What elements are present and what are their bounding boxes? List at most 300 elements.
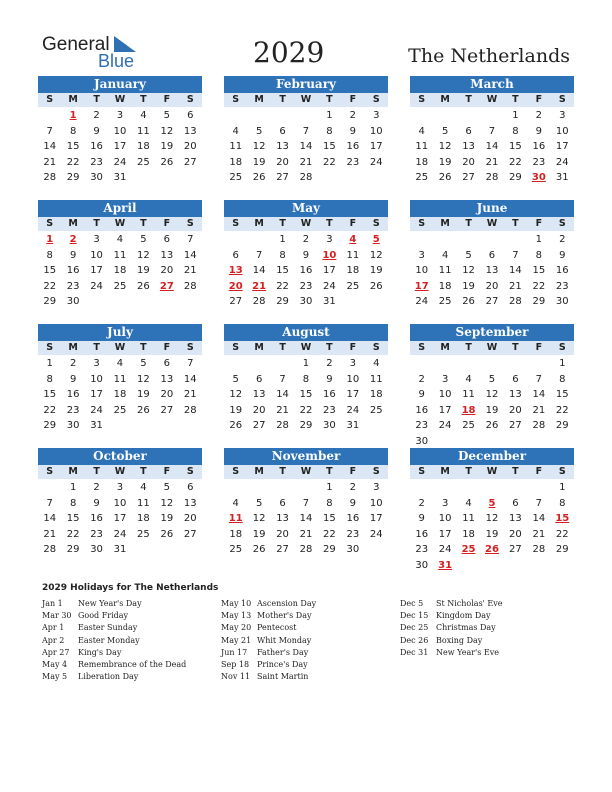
day-cell: 3 bbox=[559, 110, 566, 121]
day-cell: 1 bbox=[512, 110, 519, 121]
day-cell: 1 bbox=[279, 234, 286, 245]
day-cell: 9 bbox=[69, 373, 77, 385]
weekday-header bbox=[224, 465, 388, 479]
holiday-name: Christmas Day bbox=[436, 623, 496, 633]
day-cell: 2 bbox=[559, 234, 566, 245]
holiday-item bbox=[42, 648, 186, 660]
month-february bbox=[224, 76, 388, 186]
day-cell: 23 bbox=[66, 280, 80, 292]
day-cell: 21 bbox=[485, 156, 499, 168]
day-empty bbox=[480, 356, 503, 372]
day-cell: 20 bbox=[183, 141, 197, 152]
weekday-label: S bbox=[46, 218, 54, 229]
weekday-label: T bbox=[326, 218, 333, 229]
day-empty bbox=[294, 480, 317, 496]
day-empty bbox=[38, 108, 61, 124]
day-cell: 8 bbox=[559, 373, 566, 385]
day-cell: 21 bbox=[299, 528, 313, 540]
day-cell: 19 bbox=[252, 156, 266, 168]
holiday-item bbox=[42, 611, 186, 623]
day-cell: 25 bbox=[369, 404, 383, 416]
day-cell: 22 bbox=[532, 280, 546, 292]
day-cell: 19 bbox=[137, 389, 150, 400]
day-cell: 13 bbox=[160, 373, 174, 385]
day-cell: 13 bbox=[160, 249, 174, 261]
day-grid bbox=[38, 355, 202, 434]
day-cell: 26 bbox=[252, 544, 266, 555]
day-cell: 7 bbox=[535, 373, 543, 385]
day-cell: 4 bbox=[465, 373, 472, 385]
day-cell: 25 bbox=[415, 172, 429, 183]
day-cell: 28 bbox=[299, 172, 313, 183]
weekday-label: S bbox=[558, 466, 566, 477]
day-cell: 6 bbox=[163, 358, 171, 369]
day-empty bbox=[247, 232, 270, 248]
day-cell: 16 bbox=[66, 265, 80, 276]
holiday-date: Jun 17 bbox=[221, 647, 248, 657]
day-cell: 28 bbox=[485, 172, 499, 183]
weekday-label: S bbox=[372, 94, 380, 105]
weekday-label: F bbox=[163, 218, 171, 229]
day-empty bbox=[247, 108, 270, 124]
day-empty bbox=[480, 232, 503, 248]
day-cell: 29 bbox=[66, 172, 80, 183]
day-cell: 22 bbox=[323, 528, 336, 540]
day-cell: 25 bbox=[438, 296, 452, 307]
month-header: December bbox=[410, 448, 574, 465]
day-cell: 5 bbox=[140, 234, 147, 245]
day-cell: 31 bbox=[113, 544, 127, 555]
day-cell: 20 bbox=[276, 156, 289, 168]
day-cell: 18 bbox=[137, 513, 150, 524]
day-cell: 11 bbox=[137, 125, 150, 137]
day-cell: 30 bbox=[90, 544, 103, 555]
weekday-label: T bbox=[140, 466, 147, 477]
day-cell: 6 bbox=[512, 497, 519, 509]
holidays-column bbox=[42, 599, 186, 684]
logo-triangle-icon bbox=[114, 36, 136, 52]
day-cell: 13 bbox=[183, 125, 197, 137]
weekday-label: T bbox=[512, 94, 519, 105]
weekday-label: M bbox=[68, 342, 78, 353]
day-cell: 6 bbox=[163, 234, 171, 245]
day-cell: 22 bbox=[323, 156, 336, 168]
day-cell: 19 bbox=[485, 528, 499, 540]
day-cell: 9 bbox=[69, 249, 77, 261]
weekday-label: M bbox=[440, 94, 450, 105]
weekday-label: F bbox=[535, 342, 543, 353]
day-cell: 27 bbox=[160, 404, 174, 416]
holiday-item bbox=[42, 660, 186, 672]
day-cell: 5 bbox=[441, 125, 449, 137]
month-header: April bbox=[38, 200, 202, 217]
holiday-item bbox=[400, 611, 503, 623]
day-cell: 19 bbox=[485, 404, 499, 416]
day-cell: 2 bbox=[302, 234, 310, 245]
day-cell: 29 bbox=[299, 420, 313, 431]
day-cell: 25 bbox=[137, 528, 150, 540]
day-cell-holiday: 30 bbox=[531, 172, 546, 183]
day-cell: 22 bbox=[66, 528, 80, 540]
day-cell: 25 bbox=[113, 280, 127, 292]
day-cell: 7 bbox=[279, 373, 286, 385]
day-cell: 16 bbox=[555, 265, 569, 276]
day-cell: 21 bbox=[183, 389, 197, 400]
weekday-label: T bbox=[140, 342, 147, 353]
weekday-label: S bbox=[186, 342, 194, 353]
day-cell: 9 bbox=[418, 389, 425, 400]
day-cell: 24 bbox=[323, 280, 336, 292]
day-cell: 8 bbox=[326, 497, 333, 509]
day-cell: 21 bbox=[183, 265, 197, 276]
day-cell: 5 bbox=[140, 358, 147, 369]
holiday-item bbox=[221, 623, 316, 635]
holiday-name: New Year's Eve bbox=[436, 647, 499, 657]
day-cell: 3 bbox=[441, 373, 449, 385]
day-cell: 3 bbox=[116, 110, 124, 121]
day-cell: 17 bbox=[113, 141, 127, 152]
day-cell: 4 bbox=[140, 482, 147, 493]
day-cell: 20 bbox=[252, 404, 266, 416]
holiday-date: Nov 11 bbox=[221, 672, 251, 682]
weekday-label: S bbox=[232, 342, 240, 353]
day-cell: 3 bbox=[326, 234, 333, 245]
day-grid bbox=[224, 107, 388, 186]
weekday-label: S bbox=[558, 218, 566, 229]
day-cell: 13 bbox=[276, 141, 289, 152]
month-header: September bbox=[410, 324, 574, 341]
day-cell-holiday: 5 bbox=[372, 234, 380, 245]
day-cell: 15 bbox=[323, 513, 336, 524]
day-empty bbox=[271, 108, 294, 124]
day-cell: 27 bbox=[276, 544, 289, 555]
day-cell: 5 bbox=[465, 249, 472, 261]
day-cell: 8 bbox=[46, 373, 53, 385]
day-cell: 7 bbox=[46, 125, 53, 137]
day-cell: 23 bbox=[415, 420, 429, 431]
day-cell: 13 bbox=[485, 265, 499, 276]
day-empty bbox=[504, 480, 527, 496]
day-cell: 20 bbox=[485, 280, 499, 292]
day-cell: 10 bbox=[438, 389, 452, 400]
day-cell: 2 bbox=[349, 110, 357, 121]
weekday-header bbox=[410, 217, 574, 231]
day-cell: 22 bbox=[509, 156, 522, 168]
day-cell: 30 bbox=[323, 420, 336, 431]
day-cell: 6 bbox=[187, 110, 194, 121]
holiday-date: Dec 26 bbox=[400, 635, 429, 645]
weekday-label: W bbox=[114, 218, 126, 229]
weekday-label: S bbox=[186, 466, 194, 477]
day-cell-holiday: 1 bbox=[46, 234, 54, 245]
day-cell: 12 bbox=[229, 389, 243, 400]
weekday-label: T bbox=[93, 94, 100, 105]
weekday-label: T bbox=[279, 466, 286, 477]
day-cell: 1 bbox=[559, 358, 566, 369]
day-cell-holiday: 17 bbox=[414, 280, 429, 292]
day-cell: 31 bbox=[90, 420, 103, 431]
day-empty bbox=[410, 232, 433, 248]
day-cell: 24 bbox=[90, 404, 103, 416]
day-cell: 17 bbox=[438, 404, 452, 416]
day-cell: 27 bbox=[485, 296, 499, 307]
month-header: May bbox=[224, 200, 388, 217]
day-cell: 24 bbox=[90, 280, 103, 292]
day-cell: 8 bbox=[512, 125, 519, 137]
weekday-label: S bbox=[46, 466, 54, 477]
day-cell: 23 bbox=[66, 404, 80, 416]
weekday-label: W bbox=[300, 218, 312, 229]
weekday-label: S bbox=[232, 466, 240, 477]
day-cell: 19 bbox=[252, 528, 266, 540]
weekday-label: T bbox=[465, 466, 472, 477]
day-cell: 15 bbox=[43, 265, 57, 276]
month-header: October bbox=[38, 448, 202, 465]
month-header: August bbox=[224, 324, 388, 341]
weekday-label: T bbox=[326, 466, 333, 477]
day-cell: 16 bbox=[299, 265, 313, 276]
weekday-label: W bbox=[486, 342, 498, 353]
day-cell: 24 bbox=[113, 156, 127, 168]
day-cell: 30 bbox=[66, 420, 80, 431]
day-cell: 16 bbox=[66, 389, 80, 400]
day-cell: 2 bbox=[93, 482, 100, 493]
day-empty bbox=[480, 480, 503, 496]
month-november bbox=[224, 448, 388, 558]
month-header: November bbox=[224, 448, 388, 465]
day-cell: 21 bbox=[532, 528, 546, 540]
weekday-label: S bbox=[372, 466, 380, 477]
day-cell: 20 bbox=[160, 265, 174, 276]
day-cell: 12 bbox=[160, 125, 174, 137]
month-header: February bbox=[224, 76, 388, 93]
weekday-label: S bbox=[418, 94, 426, 105]
day-cell: 6 bbox=[488, 249, 496, 261]
day-cell: 11 bbox=[229, 141, 243, 152]
day-cell: 7 bbox=[187, 358, 194, 369]
day-empty bbox=[504, 232, 527, 248]
month-april bbox=[38, 200, 202, 310]
day-grid bbox=[410, 479, 574, 573]
day-cell: 1 bbox=[326, 110, 333, 121]
day-cell: 19 bbox=[229, 404, 243, 416]
day-cell: 17 bbox=[113, 513, 127, 524]
country-title: The Netherlands bbox=[408, 45, 570, 67]
day-cell: 22 bbox=[555, 528, 569, 540]
day-cell: 20 bbox=[276, 528, 289, 540]
holiday-name: Easter Sunday bbox=[78, 623, 138, 633]
day-cell: 1 bbox=[559, 482, 566, 493]
day-cell: 26 bbox=[137, 280, 150, 292]
weekday-header bbox=[224, 341, 388, 355]
day-cell: 4 bbox=[441, 249, 449, 261]
day-cell: 11 bbox=[113, 373, 127, 385]
day-cell: 5 bbox=[163, 110, 171, 121]
day-empty bbox=[504, 356, 527, 372]
day-empty bbox=[410, 108, 433, 124]
logo-general-text: General bbox=[42, 34, 110, 55]
day-cell: 13 bbox=[183, 497, 197, 509]
day-cell: 20 bbox=[462, 156, 475, 168]
day-cell: 18 bbox=[137, 141, 150, 152]
day-cell: 19 bbox=[438, 156, 452, 168]
day-cell: 14 bbox=[276, 389, 289, 400]
holiday-name: Liberation Day bbox=[78, 672, 139, 682]
day-cell: 18 bbox=[462, 528, 475, 540]
day-empty bbox=[410, 480, 433, 496]
day-cell: 15 bbox=[532, 265, 546, 276]
day-cell: 24 bbox=[113, 528, 127, 540]
generalblue-logo bbox=[42, 34, 152, 72]
day-cell: 31 bbox=[555, 172, 569, 183]
day-cell: 7 bbox=[46, 497, 53, 509]
day-cell-holiday: 4 bbox=[349, 234, 357, 245]
day-cell: 7 bbox=[302, 125, 310, 137]
day-cell: 24 bbox=[369, 156, 383, 168]
holiday-date: Jan 1 bbox=[42, 599, 63, 608]
day-cell: 6 bbox=[465, 125, 472, 137]
day-cell: 6 bbox=[279, 497, 286, 509]
weekday-label: S bbox=[372, 342, 380, 353]
day-cell: 1 bbox=[535, 234, 543, 245]
holiday-name: Whit Monday bbox=[257, 635, 312, 645]
logo-blue-text: Blue bbox=[98, 51, 135, 71]
day-cell: 9 bbox=[93, 497, 100, 509]
day-cell: 2 bbox=[326, 358, 333, 369]
day-empty bbox=[433, 108, 456, 124]
day-cell: 3 bbox=[418, 249, 425, 261]
weekday-label: W bbox=[300, 342, 312, 353]
holiday-date: May 21 bbox=[221, 635, 252, 645]
day-cell: 19 bbox=[369, 265, 383, 276]
day-cell: 22 bbox=[43, 280, 57, 292]
holiday-name: Ascension Day bbox=[257, 599, 317, 608]
day-empty bbox=[294, 108, 317, 124]
day-cell: 11 bbox=[415, 141, 429, 152]
day-cell: 5 bbox=[255, 125, 263, 137]
day-cell: 2 bbox=[535, 110, 543, 121]
day-cell: 6 bbox=[187, 482, 194, 493]
day-cell: 2 bbox=[418, 373, 425, 385]
holiday-date: May 4 bbox=[42, 659, 68, 669]
weekday-header bbox=[38, 341, 202, 355]
day-cell: 15 bbox=[43, 389, 57, 400]
day-cell: 14 bbox=[509, 265, 522, 276]
day-cell: 20 bbox=[160, 389, 174, 400]
day-cell: 22 bbox=[555, 404, 569, 416]
day-cell: 12 bbox=[438, 141, 452, 152]
holiday-name: Father's Day bbox=[257, 647, 309, 657]
holiday-name: Prince's Day bbox=[257, 659, 308, 669]
day-cell: 13 bbox=[509, 389, 522, 400]
day-cell: 18 bbox=[346, 265, 360, 276]
day-cell: 4 bbox=[116, 358, 124, 369]
day-cell: 29 bbox=[66, 544, 80, 555]
weekday-label: S bbox=[186, 218, 194, 229]
day-grid bbox=[38, 107, 202, 186]
day-cell: 2 bbox=[349, 482, 357, 493]
day-cell: 18 bbox=[113, 265, 127, 276]
day-cell: 9 bbox=[326, 373, 333, 385]
day-empty bbox=[410, 356, 433, 372]
holiday-date: Apr 1 bbox=[42, 623, 65, 633]
day-cell: 14 bbox=[485, 141, 499, 152]
weekday-label: S bbox=[558, 94, 566, 105]
day-cell: 17 bbox=[555, 141, 569, 152]
weekday-label: S bbox=[558, 342, 566, 353]
day-cell-holiday: 31 bbox=[438, 559, 453, 571]
day-cell: 14 bbox=[532, 389, 546, 400]
day-cell: 24 bbox=[369, 528, 383, 540]
day-cell: 12 bbox=[485, 513, 499, 524]
day-cell: 12 bbox=[485, 389, 499, 400]
day-grid bbox=[38, 479, 202, 558]
day-empty bbox=[224, 356, 247, 372]
day-cell: 4 bbox=[140, 110, 147, 121]
day-grid bbox=[224, 231, 388, 310]
day-cell: 17 bbox=[346, 389, 360, 400]
day-cell: 6 bbox=[232, 249, 239, 261]
day-cell: 1 bbox=[326, 482, 333, 493]
day-cell: 8 bbox=[279, 249, 286, 261]
day-cell: 4 bbox=[373, 358, 380, 369]
weekday-label: S bbox=[418, 466, 426, 477]
day-cell: 27 bbox=[252, 420, 266, 431]
day-cell: 11 bbox=[462, 389, 475, 400]
month-march bbox=[410, 76, 574, 186]
weekday-header bbox=[410, 341, 574, 355]
day-cell: 5 bbox=[232, 373, 239, 385]
holiday-name: Saint Martin bbox=[257, 672, 309, 682]
day-cell: 19 bbox=[160, 513, 174, 524]
day-cell: 9 bbox=[302, 249, 310, 261]
day-cell: 11 bbox=[462, 513, 475, 524]
day-cell: 29 bbox=[43, 296, 57, 307]
day-cell: 12 bbox=[137, 373, 150, 385]
month-december bbox=[410, 448, 574, 573]
day-cell: 10 bbox=[90, 249, 103, 261]
day-cell: 26 bbox=[369, 280, 383, 292]
holiday-item bbox=[400, 648, 503, 660]
weekday-label: M bbox=[254, 466, 264, 477]
day-cell: 3 bbox=[116, 482, 124, 493]
day-cell: 5 bbox=[163, 482, 171, 493]
day-cell: 24 bbox=[555, 156, 569, 168]
weekday-label: W bbox=[300, 94, 312, 105]
day-cell: 24 bbox=[438, 420, 452, 431]
day-cell: 28 bbox=[276, 420, 289, 431]
day-cell: 26 bbox=[160, 528, 174, 540]
holiday-item bbox=[221, 611, 316, 623]
day-cell: 28 bbox=[532, 544, 546, 555]
holiday-item bbox=[221, 648, 316, 660]
holiday-name: Boxing Day bbox=[436, 635, 483, 645]
weekday-label: T bbox=[93, 342, 100, 353]
day-cell: 30 bbox=[66, 296, 80, 307]
weekday-label: W bbox=[486, 94, 498, 105]
weekday-label: M bbox=[254, 94, 264, 105]
day-cell: 8 bbox=[302, 373, 310, 385]
day-cell: 23 bbox=[532, 156, 546, 168]
day-cell: 22 bbox=[276, 280, 289, 292]
day-cell: 16 bbox=[532, 141, 546, 152]
day-cell: 6 bbox=[255, 373, 263, 385]
day-cell: 28 bbox=[43, 172, 57, 183]
day-cell: 30 bbox=[346, 544, 360, 555]
day-cell: 14 bbox=[252, 265, 266, 276]
day-cell: 15 bbox=[66, 141, 80, 152]
weekday-label: F bbox=[535, 218, 543, 229]
